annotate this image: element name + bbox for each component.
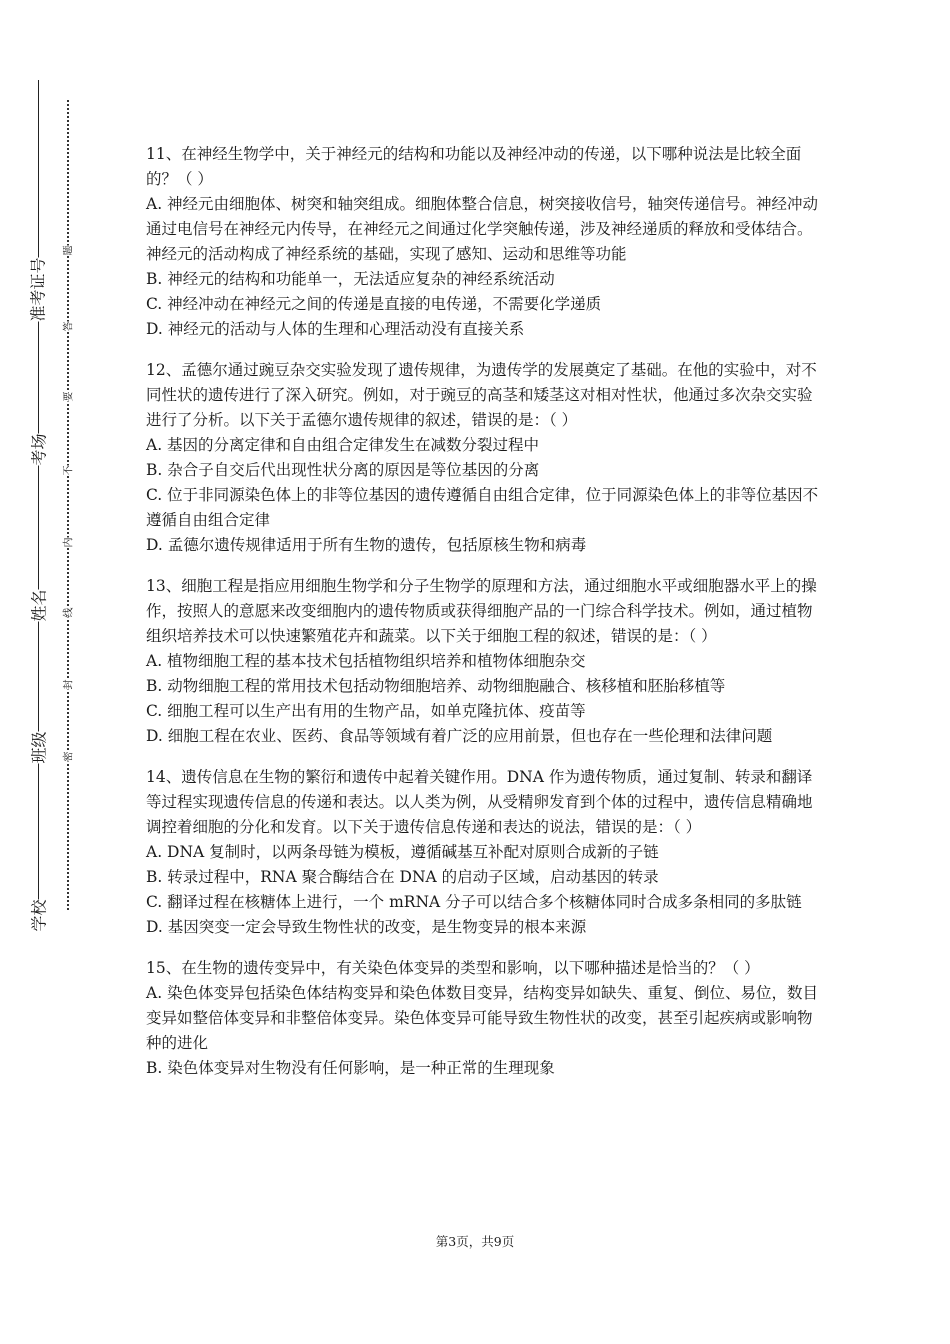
option-a: A. 神经元由细胞体、树突和轴突组成。细胞体整合信息，树突接收信号，轴突传递信号。神经冲动通过电信号在神经元内传导，在神经元之间通过化学突触传递，涉及神经递质的释放和受体结合。神经元的活动构成了神经系统的基础，实现了感知、运动和思维等功能 [146, 195, 819, 263]
school-label: 学校 [27, 899, 50, 931]
option-a: A. 植物细胞工程的基本技术包括植物组织培养和植物体细胞杂交 [146, 652, 586, 670]
question-stem: 13、细胞工程是指应用细胞生物学和分子生物学的原理和方法，通过细胞水平或细胞器水平上的操作，按照人的意愿来改变细胞内的遗传物质或获得细胞产品的一门综合科学技术。例如，通过植物组织培养技术可以快速繁殖花卉和蔬菜。以下关于细胞工程的叙述，错误的是：（ ） [146, 577, 817, 645]
seal-char: 密 [59, 752, 76, 762]
option-b: B. 神经元的结构和功能单一，无法适应复杂的神经系统活动 [146, 270, 555, 288]
seal-char: 要 [59, 392, 76, 402]
option-c: C. 细胞工程可以生产出有用的生物产品，如单克隆抗体、疫苗等 [146, 702, 586, 720]
option-b: B. 动物细胞工程的常用技术包括动物细胞培养、动物细胞融合、核移植和胚胎移植等 [146, 677, 726, 695]
seal-char: 答 [59, 322, 76, 332]
question-stem: 14、遗传信息在生物的繁衍和遗传中起着关键作用。DNA 作为遗传物质，通过复制、转录和翻译等过程实现遗传信息的传递和表达。以人类为例，从受精卵发育到个体的过程中，遗传信息精确地调控着细胞的分化和发育。以下关于遗传信息传递和表达的说法，错误的是：（ ） [146, 768, 813, 836]
exam-room-label: 考场 [27, 433, 50, 465]
option-d: D. 细胞工程在农业、医药、食品等领域有着广泛的应用前景，但也存在一些伦理和法律问题 [146, 727, 773, 745]
option-a: A. 染色体变异包括染色体结构变异和染色体数目变异，结构变异如缺失、重复、倒位、易位，数目变异如整倍体变异和非整倍体变异。染色体变异可能导致生物性状的改变，甚至引起疾病或影响物种的进化 [146, 984, 819, 1052]
page-number: 第3页，共9页 [435, 1234, 515, 1249]
class-label: 班级 [27, 731, 50, 763]
question-11 [146, 142, 826, 342]
binding-margin [0, 0, 120, 1344]
question-stem: 11、在神经生物学中，关于神经元的结构和功能以及神经冲动的传递，以下哪种说法是比较全面的？（ ） [146, 145, 802, 188]
seal-char: 不 [59, 466, 76, 476]
option-d: D. 基因突变一定会导致生物性状的改变，是生物变异的根本来源 [146, 918, 587, 936]
name-label: 姓名 [27, 589, 50, 621]
seal-char: 题 [59, 246, 76, 256]
binding-dotted-line [67, 100, 69, 910]
seal-char: 封 [59, 680, 76, 690]
question-14 [146, 765, 826, 940]
exam-number-label: 准考证号 [26, 257, 49, 321]
question-stem: 15、在生物的遗传变异中，有关染色体变异的类型和影响，以下哪种描述是恰当的？（ ） [146, 959, 760, 977]
option-d: D. 神经元的活动与人体的生理和心理活动没有直接关系 [146, 320, 525, 338]
option-d: D. 孟德尔遗传规律适用于所有生物的遗传，包括原核生物和病毒 [146, 536, 587, 554]
question-stem: 12、孟德尔通过豌豆杂交实验发现了遗传规律，为遗传学的发展奠定了基础。在他的实验中，对不同性状的遗传进行了深入研究。例如，对于豌豆的高茎和矮茎这对相对性状，他通过多次杂交实验进行了分析。以下关于孟德尔遗传规律的叙述，错误的是：（ ） [146, 361, 817, 429]
seal-char: 线 [59, 608, 76, 618]
option-c: C. 位于非同源染色体上的非等位基因的遗传遵循自由组合定律，位于同源染色体上的非等位基因不遵循自由组合定律 [146, 486, 819, 529]
seal-char: 内 [59, 538, 76, 548]
option-b: B. 转录过程中，RNA 聚合酶结合在 DNA 的启动子区域，启动基因的转录 [146, 868, 659, 886]
question-13 [146, 574, 826, 749]
question-list [146, 142, 826, 1097]
option-a: A. DNA 复制时，以两条母链为模板，遵循碱基互补配对原则合成新的子链 [146, 843, 659, 861]
option-a: A. 基因的分离定律和自由组合定律发生在减数分裂过程中 [146, 436, 540, 454]
option-b: B. 染色体变异对生物没有任何影响，是一种正常的生理现象 [146, 1059, 555, 1077]
option-c: C. 翻译过程在核糖体上进行，一个 mRNA 分子可以结合多个核糖体同时合成多条相同的多肽链 [146, 893, 802, 911]
option-b: B. 杂合子自交后代出现性状分离的原因是等位基因的分离 [146, 461, 540, 479]
option-c: C. 神经冲动在神经元之间的传递是直接的电传递，不需要化学递质 [146, 295, 602, 313]
question-12 [146, 358, 826, 558]
question-15 [146, 956, 826, 1081]
binding-solid-line [38, 80, 39, 930]
